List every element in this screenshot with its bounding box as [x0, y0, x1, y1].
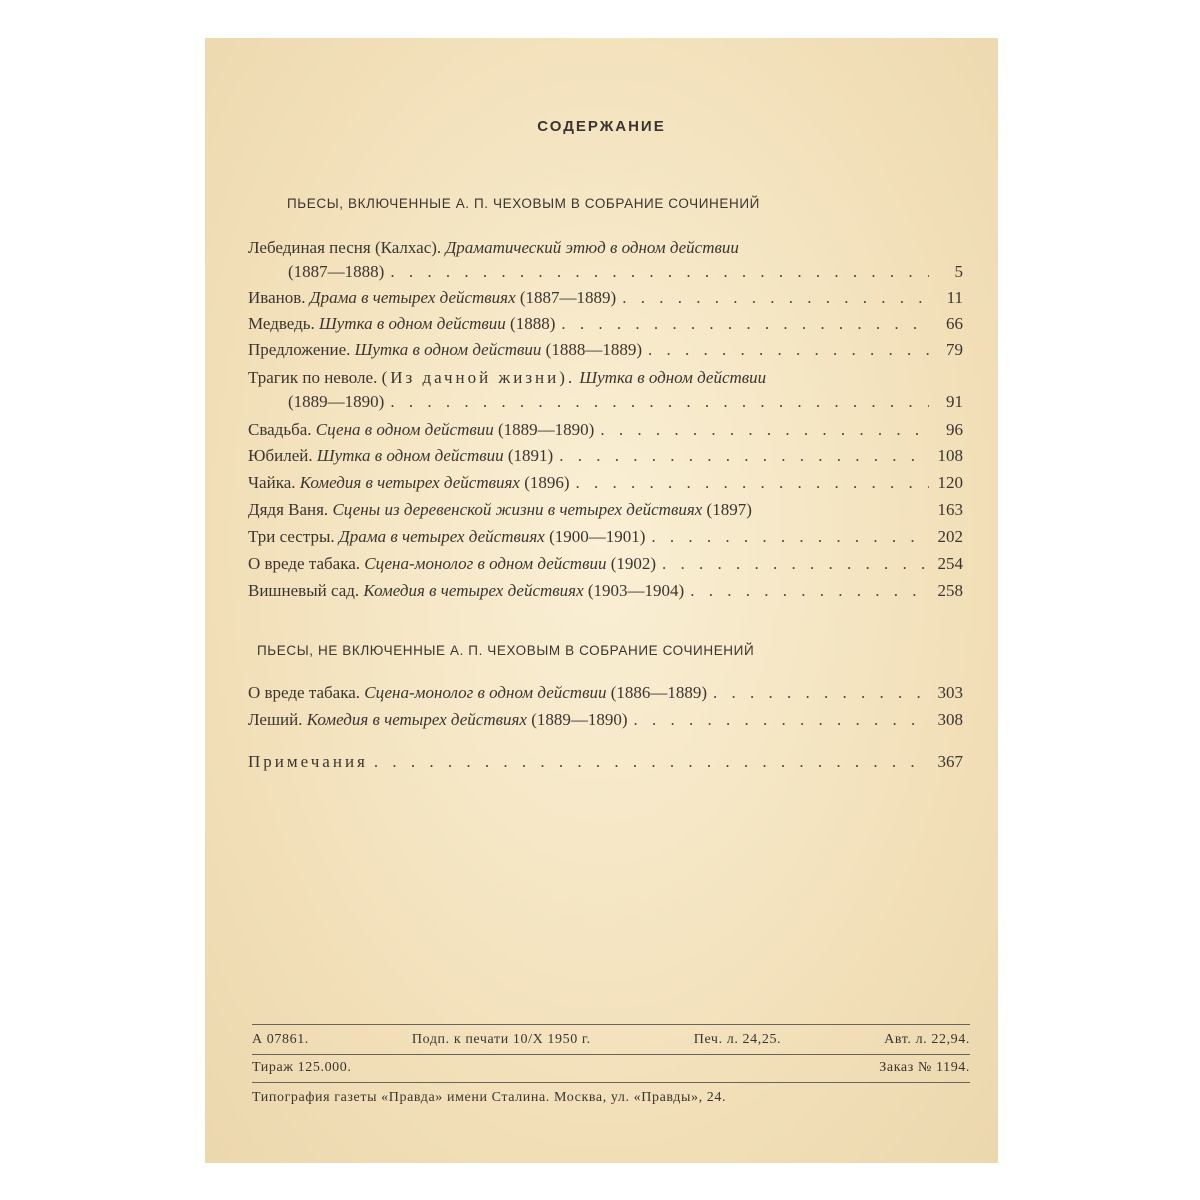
toc-entry-proposal: Предложение. Шутка в одном действии (1888—1889) . . . 79 [248, 338, 963, 362]
imprint-printer: Типография газеты «Правда» имени Сталина. Москва, ул. «Правды», 24. [252, 1090, 727, 1105]
dot-leader [561, 312, 929, 336]
imprint-rule-bottom [252, 1082, 970, 1083]
imprint-print-sheets: Печ. л. 24,25. [693, 1032, 782, 1047]
imprint-row-3 [252, 1090, 970, 1106]
page-number: 96 [946, 420, 963, 439]
dot-leader [600, 418, 929, 442]
imprint-signed: Подп. к печати 10/X 1950 г. [411, 1032, 591, 1047]
page-number: 79 [946, 340, 963, 359]
dot-leader [713, 681, 929, 705]
page-number: 254 [937, 554, 963, 573]
page-number: 367 [937, 752, 963, 771]
imprint-rule-top [252, 1024, 970, 1025]
imprint-rule-middle [252, 1054, 970, 1055]
toc-entry-swan-song-line1: Лебединая песня (Калхас). Драматический этюд в одном действии [248, 238, 739, 257]
page-number: 5 [954, 262, 963, 281]
toc-entry-tobacco-1902: О вреде табака. Сцена-монолог в одном действии (1902) . . . 254 [248, 552, 963, 576]
imprint-row-2 [252, 1060, 970, 1076]
toc-entry-notes: Примечания . . . 367 [248, 750, 963, 774]
toc-entry-uncle-vanya: Дядя Ваня. Сцены из деревенской жизни в четырех действиях (1897) 163 [248, 498, 963, 522]
page-number: 303 [937, 683, 963, 702]
dot-leader [651, 525, 929, 549]
page-number: 120 [937, 473, 963, 492]
page-number: 108 [937, 446, 963, 465]
toc-entry-ivanov: Иванов. Драма в четырех действиях (1887—1889) . . . 11 [248, 286, 963, 310]
dot-leader [662, 552, 929, 576]
imprint-circulation: Тираж 125.000. [252, 1060, 352, 1075]
dot-leader [559, 444, 929, 468]
dot-leader [390, 390, 929, 414]
dot-leader [622, 286, 929, 310]
page-number: 91 [946, 392, 963, 411]
dot-leader [690, 579, 929, 603]
page-number: 11 [946, 288, 963, 307]
imprint-order: Заказ № 1194. [879, 1060, 970, 1075]
toc-entry-jubilee: Юбилей. Шутка в одном действии (1891) . . . 108 [248, 444, 963, 468]
dot-leader [634, 708, 929, 732]
toc-entry-seagull: Чайка. Комедия в четырех действиях (1896) . . . 120 [248, 471, 963, 495]
page-number: 258 [937, 581, 963, 600]
page-number: 66 [946, 314, 963, 333]
book-page [205, 38, 998, 1163]
toc-entry-tobacco-1886: О вреде табака. Сцена-монолог в одном действии (1886—1889) . . . 303 [248, 681, 963, 705]
dot-leader [390, 260, 929, 284]
page-number: 163 [937, 500, 963, 519]
section-title-included: ПЬЕСЫ, ВКЛЮЧЕННЫЕ А. П. ЧЕХОВЫМ В СОБРАНИЕ СОЧИНЕНИЙ [287, 196, 760, 211]
toc-entry-bear: Медведь. Шутка в одном действии (1888) . . . 66 [248, 312, 963, 336]
toc-entry-swan-song: (1887—1888) . . . 5 [288, 260, 963, 284]
dot-leader [374, 750, 929, 774]
page-number: 308 [937, 710, 963, 729]
toc-entry-tragedian: (1889—1890) . . . 91 [288, 390, 963, 414]
toc-entry-three-sisters: Три сестры. Драма в четырех действиях (1900—1901) . . . 202 [248, 525, 963, 549]
dot-leader [576, 471, 929, 495]
section-title-not-included: ПЬЕСЫ, НЕ ВКЛЮЧЕННЫЕ А. П. ЧЕХОВЫМ В СОБРАНИЕ СОЧИНЕНИЙ [257, 643, 755, 658]
toc-entry-tragedian-line1: Трагик по неволе. (Из дачной жизни). Шутка в одном действии [248, 368, 767, 387]
toc-entry-cherry-orchard: Вишневый сад. Комедия в четырех действиях (1903—1904) . . . 258 [248, 579, 963, 603]
toc-entry-wedding: Свадьба. Сцена в одном действии (1889—1890) . . . 96 [248, 418, 963, 442]
imprint-author-sheets: Авт. л. 22,94. [884, 1032, 970, 1047]
imprint-code: А 07861. [252, 1032, 309, 1047]
page-number: 202 [937, 527, 963, 546]
imprint-row-1 [252, 1032, 970, 1048]
page-title: СОДЕРЖАНИЕ [537, 118, 666, 135]
dot-leader [648, 338, 929, 362]
toc-entry-wood-demon: Леший. Комедия в четырех действиях (1889—1890) . . . 308 [248, 708, 963, 732]
